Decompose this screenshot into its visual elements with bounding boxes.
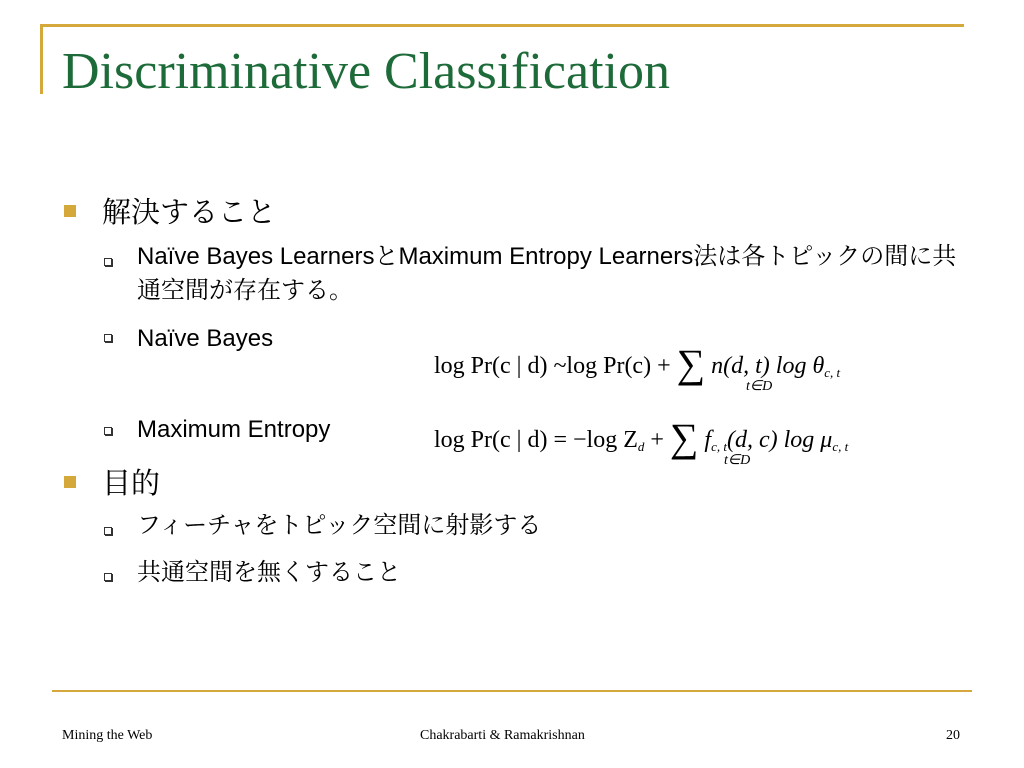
formula-me-lhs: log Pr(c | d) = −log Z — [434, 427, 638, 453]
bullet-hollow-square-icon — [104, 427, 112, 435]
top-border-line — [40, 24, 964, 27]
footer-authors: Chakrabarti & Ramakrishnan — [420, 728, 585, 743]
page-number: 20 — [946, 728, 960, 743]
formula-me-plus: + — [650, 427, 664, 453]
slide-title: Discriminative Classification — [62, 43, 670, 100]
left-border-line — [40, 24, 43, 94]
summation-icon: ∑ — [669, 415, 699, 460]
bullet-square-icon — [64, 205, 76, 217]
list-item-goal-projection: フィーチャをトピック空間に射影する — [137, 512, 542, 539]
list-item-naive-bayes: Naïve Bayes — [137, 325, 274, 352]
formula-nb-rhs: n(d, t) log θ — [711, 353, 825, 379]
formula-me-f: f — [704, 427, 712, 453]
bullet-hollow-square-icon — [104, 573, 112, 581]
section-heading-problem: 解決すること — [102, 197, 277, 229]
formula-naive-bayes — [434, 336, 841, 386]
bullet-hollow-square-icon — [104, 334, 112, 342]
list-item-goal-remove-common-space: 共通空間を無くすること — [137, 559, 401, 586]
formula-me-f-subscript: c, t — [711, 439, 727, 454]
bullet-hollow-square-icon — [104, 527, 112, 535]
section-heading-goal: 目的 — [102, 468, 161, 500]
list-item-problem-statement: Naïve Bayes LearnersとMaximum Entropy Learners法は各トピックの間に共通空間が存在する。 — [137, 243, 957, 304]
footer-left-text: Mining the Web — [62, 728, 153, 743]
summation-icon: ∑ — [676, 341, 706, 386]
formula-me-lhs-subscript: d — [637, 439, 645, 454]
bullet-hollow-square-icon — [104, 258, 112, 266]
list-item-maximum-entropy: Maximum Entropy — [137, 416, 331, 443]
formula-me-rhs: (d, c) log μ — [726, 427, 833, 453]
bullet-square-icon — [64, 476, 76, 488]
formula-nb-lhs: log Pr(c | d) ~log Pr(c) + — [434, 353, 671, 379]
formula-me-rhs-subscript: c, t — [832, 439, 849, 454]
footer-divider — [52, 690, 972, 692]
formula-maximum-entropy — [434, 410, 849, 460]
formula-nb-subscript: c, t — [824, 365, 841, 380]
formula-nb-sum-range: t∈D — [746, 379, 773, 394]
formula-me-sum-range: t∈D — [724, 453, 751, 468]
